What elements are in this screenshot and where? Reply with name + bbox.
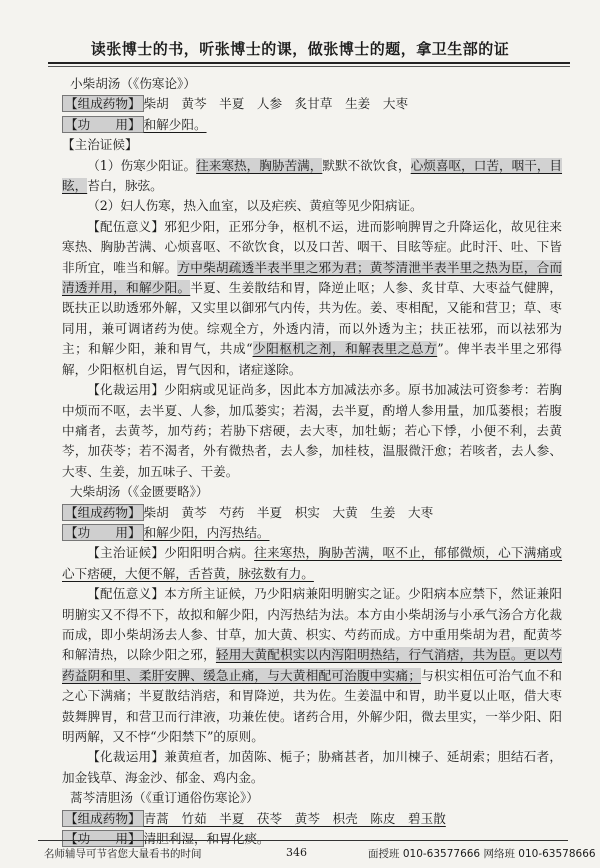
- usage-paragraph: [62, 747, 562, 788]
- composition-herbs: 柴胡 黄芩 半夏 人参 炙甘草 生姜 大枣: [143, 96, 409, 112]
- function-line: [62, 523, 562, 543]
- footer-contact: 面授班 010-63577666 网络班 010-63578666: [368, 848, 596, 860]
- usage-tag: 【化裁运用】: [87, 382, 165, 398]
- indication-1-text: 默默不欲饮食，: [322, 157, 411, 173]
- indication-1-highlight-a: 往来寒热，胸胁苦满，: [196, 157, 323, 173]
- meaning-paragraph: [62, 217, 562, 380]
- meaning-highlight: 轻用大黄配枳实以内泻阳明热结，行气消痞，共为臣。更以芍药益阴和里、柔肝安脾、缓急止痛，与大黄相配可治腹中实痛；: [62, 647, 563, 683]
- meaning-text-c: ”。俾半表半里之邪得解，少阳枢机自运，胃气因和，诸症遂除。: [62, 341, 562, 377]
- composition-line: [62, 809, 562, 829]
- meaning-text-b: 半夏、生姜散结和胃，降逆止呕；人参、炙甘草、大枣益气健脾，既扶正以助透邪外解，又实里以御邪气内传，共为佐。姜、枣相配，又能和营卫；草、枣同用，兼可调诸药为使。综观全方，外透内清，而以外透为主；扶正祛邪，而以祛邪为主；和解少阳，兼和胃气，共成“: [62, 280, 563, 357]
- indication-2: （2）妇人伤寒，热入血室，以及疟疾、黄疸等见少阳病证。: [87, 198, 423, 214]
- function-line: [62, 115, 562, 135]
- function-tag: 【功 用】: [62, 116, 144, 133]
- indications-tag: 【主治证候】: [87, 545, 165, 561]
- composition-line: [62, 503, 562, 523]
- page-number: 346: [286, 846, 307, 859]
- meaning-highlight-a: 方中柴胡疏透半表半里之邪为君；黄芩清泄半表半里之热为臣，合而清透并用，和解少阳。: [62, 259, 563, 296]
- indications-heading: 【主治证候】: [62, 137, 138, 153]
- formula-title-haoqin: 蒿芩清胆汤（《重订通俗伤寒论》）: [70, 790, 259, 806]
- composition-herbs: 柴胡 黄芩 芍药 半夏 枳实 大黄 生姜 大枣: [143, 504, 434, 520]
- meaning-text-a: 本方所主证候，乃少阳病兼阳明腑实之证。少阳病本应禁下，然证兼阳明腑实又不得不下，故拟和解少阳，内泻热结为法。本方由小柴胡汤与小承气汤合方化裁而成，即小柴胡汤去人参、甘草，加大黄、枳实、芍药而成。方中重用柴胡为君，配黄芩和解清热，以除少阳之邪，: [62, 586, 563, 663]
- footer-divider: [38, 840, 568, 841]
- usage-paragraph: [62, 380, 562, 482]
- meaning-tag: 【配伍意义】: [87, 586, 165, 602]
- composition-tag: 【组成药物】: [62, 504, 144, 521]
- footer-slogan: 名师辅导可节省您大量看书的时间: [44, 848, 202, 860]
- indication-1-highlight-b: 心烦喜呕，口苦，咽干，目眩，: [62, 157, 563, 194]
- usage-tag: 【化裁运用】: [87, 749, 165, 765]
- indications-text: 往来寒热，胸胁苦满，呕不止，郁郁微烦，心下满痛或心下痞硬，大便不解，舌苔黄，脉弦数有力。: [62, 545, 563, 581]
- meaning-highlight-b: 少阳枢机之剂，和解表里之总方: [252, 341, 438, 357]
- function-text: 和解少阳，内泻热结。: [143, 524, 270, 540]
- function-tag: 【功 用】: [62, 524, 144, 541]
- composition-tag: 【组成药物】: [62, 95, 144, 112]
- usage-text: 少阳病或见证尚多，因此本方加减法亦多。原书加减法可资参考：若胸中烦而不呕，去半夏、人参，加瓜蒌实；若渴，去半夏，酌增人参用量，加瓜蒌根；若腹中痛者，去黄芩，加芍药；若胁下痞硬，去大枣，加牡蛎；若心下悸，小便不利，去黄芩，加茯苓；若不渴者，外有微热者，去人参，加桂枝，温服微汗愈；若咳者，去人参、大枣、生姜，加五味子、干姜。: [62, 382, 563, 479]
- document-body: [62, 70, 562, 849]
- indication-1: [62, 156, 562, 197]
- meaning-text-a: 邪犯少阳，正邪分争，枢机不运，进而影响脾胃之升降运化，故见往来寒热、胸胁苦满、心烦喜呕、不欲饮食，以及口苦、咽干、目眩等症。此时汗、吐、下皆非所宜，唯当和解。: [62, 218, 563, 275]
- meaning-text-b: 与枳实相伍可治气血不和之心下满痛；半夏散结消痞，和胃降逆，共为佐。生姜温中和胃，助半夏以止呕，借大枣鼓舞脾胃，和营卫而行津液，功兼佐使。诸药合用，外解少阳，微去里实，一举少阳、阳明两解，又不悖“少阳禁下”的原则。: [62, 667, 563, 744]
- function-tag: 【功 用】: [62, 830, 144, 847]
- indication-1-label: （1）伤寒少阳证。: [87, 157, 197, 173]
- formula-title-dachaihu: 大柴胡汤（《金匮要略》）: [70, 484, 209, 500]
- usage-text: 兼黄疸者，加茵陈、栀子；胁痛甚者，加川楝子、延胡索；胆结石者，加金钱草、海金沙、郁金、鸡内金。: [62, 749, 563, 785]
- indication-1-tail: 苔白，脉弦。: [87, 178, 163, 194]
- composition-line: [62, 94, 562, 114]
- function-text: 和解少阳。: [143, 116, 207, 132]
- indications-paragraph: [62, 543, 562, 584]
- header-divider-thin: [48, 66, 570, 67]
- meaning-tag: 【配伍意义】: [87, 218, 165, 234]
- page-header: 读张博士的书，听张博士的课，做张博士的题，拿卫生部的证: [90, 40, 510, 58]
- header-divider: [48, 62, 570, 64]
- formula-title-xiaochaihu: 小柴胡汤（《伤寒论》）: [70, 76, 196, 91]
- composition-herbs: 青蒿 竹茹 半夏 茯苓 黄芩 枳壳 陈皮 碧玉散: [143, 810, 446, 826]
- composition-tag: 【组成药物】: [62, 810, 144, 827]
- function-text: 清胆利湿，和胃化痰。: [143, 831, 270, 847]
- meaning-paragraph: [62, 584, 562, 747]
- indications-label: 少阳阳明合病。: [164, 545, 255, 561]
